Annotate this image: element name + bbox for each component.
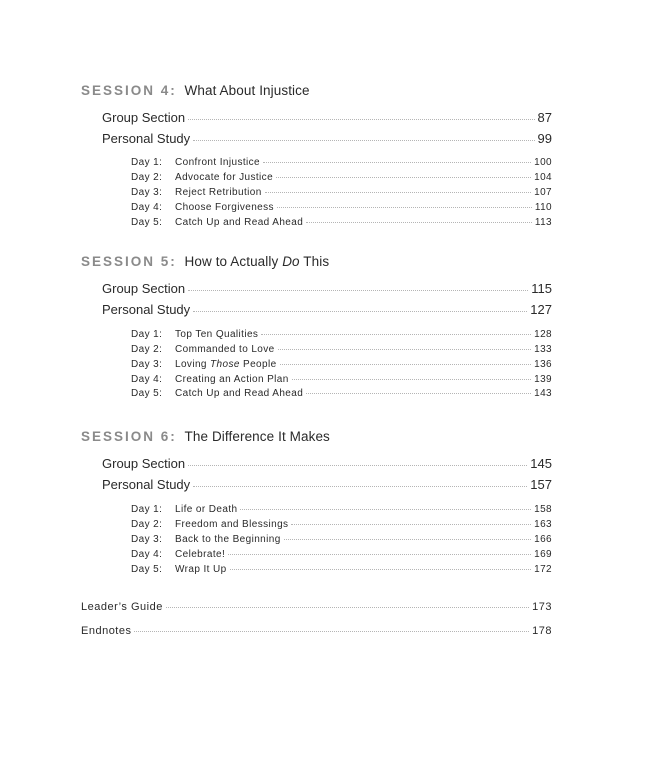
page-number: 157 <box>530 477 552 492</box>
dot-leader <box>261 334 531 335</box>
page-number: 145 <box>530 456 552 471</box>
entry-label: Personal Study <box>102 477 191 492</box>
page-number: 113 <box>534 217 552 228</box>
day-label: Day 1: <box>131 157 163 168</box>
toc-entry-day[interactable] <box>131 373 552 386</box>
toc-entry-day[interactable] <box>131 533 552 546</box>
entry-label: Personal Study <box>102 131 191 146</box>
page-number: 158 <box>534 504 552 515</box>
dot-leader <box>134 631 529 632</box>
day-title-text: People <box>239 359 277 370</box>
toc-entry-day[interactable] <box>131 186 552 199</box>
day-title: Creating an Action Plan <box>175 374 289 385</box>
dot-leader <box>263 162 531 163</box>
day-title: Choose Forgiveness <box>175 202 274 213</box>
day-label: Day 2: <box>131 344 163 355</box>
toc-entry-day[interactable] <box>131 171 552 184</box>
page-number: 173 <box>532 601 552 613</box>
toc-entry-personal-study[interactable] <box>102 302 552 318</box>
session-heading <box>81 82 310 100</box>
page-number: 143 <box>534 388 552 399</box>
page-number: 110 <box>534 202 552 213</box>
day-label: Day 4: <box>131 202 163 213</box>
session-title-emphasis: Do <box>282 254 300 269</box>
toc-entry-day[interactable] <box>131 156 552 169</box>
toc-entry-endnotes[interactable] <box>81 624 552 638</box>
toc-entry-day[interactable] <box>131 548 552 561</box>
session-label: SESSION 5: <box>81 254 177 269</box>
day-label: Day 4: <box>131 549 163 560</box>
session-title-text: How to Actually <box>184 254 283 269</box>
session-title <box>185 83 310 98</box>
session-title-text: This <box>299 254 330 269</box>
session-title-text: What About Injustice <box>184 83 310 98</box>
dot-leader <box>292 379 531 380</box>
page-number: 115 <box>531 281 552 296</box>
day-title: Catch Up and Read Ahead <box>175 217 304 228</box>
dot-leader <box>277 207 532 208</box>
page-number: 128 <box>534 329 552 340</box>
page-number: 136 <box>534 359 552 370</box>
page-number: 139 <box>534 374 552 385</box>
day-title <box>175 358 277 371</box>
page-number: 87 <box>537 110 552 125</box>
dot-leader <box>193 140 534 141</box>
session-heading <box>81 428 330 446</box>
page-number: 166 <box>534 534 552 545</box>
dot-leader <box>278 349 531 350</box>
day-title: Advocate for Justice <box>175 172 274 183</box>
day-title: Freedom and Blessings <box>175 519 289 530</box>
toc-entry-day[interactable] <box>131 358 552 371</box>
dot-leader <box>228 554 531 555</box>
toc-entry-personal-study[interactable] <box>102 131 552 147</box>
dot-leader <box>276 177 531 178</box>
day-label: Day 5: <box>131 388 163 399</box>
page-number: 100 <box>534 157 552 168</box>
dot-leader <box>265 192 531 193</box>
dot-leader <box>240 509 531 510</box>
day-label: Day 1: <box>131 504 163 515</box>
day-title-emphasis: Those <box>210 359 240 370</box>
day-label: Day 3: <box>131 187 163 198</box>
session-title-text: The Difference It Makes <box>184 429 330 444</box>
day-label: Day 1: <box>131 329 163 340</box>
page-number: 127 <box>530 302 552 317</box>
dot-leader <box>280 364 532 365</box>
toc-entry-day[interactable] <box>131 216 552 229</box>
day-title: Top Ten Qualities <box>175 329 259 340</box>
day-title: Confront Injustice <box>175 157 261 168</box>
day-title: Celebrate! <box>175 549 226 560</box>
entry-label: Endnotes <box>81 625 132 637</box>
day-title: Wrap It Up <box>175 564 227 575</box>
day-label: Day 3: <box>131 534 163 545</box>
page-number: 172 <box>534 564 552 575</box>
day-label: Day 2: <box>131 519 163 530</box>
toc-entry-day[interactable] <box>131 518 552 531</box>
toc-entry-leaders-guide[interactable] <box>81 600 552 614</box>
page-number: 163 <box>534 519 552 530</box>
day-title: Reject Retribution <box>175 187 262 198</box>
day-title: Catch Up and Read Ahead <box>175 388 304 399</box>
dot-leader <box>188 465 527 466</box>
page-number: 133 <box>534 344 552 355</box>
toc-entry-day[interactable] <box>131 343 552 356</box>
day-label: Day 4: <box>131 374 163 385</box>
page-number: 99 <box>537 131 552 146</box>
entry-label: Group Section <box>102 110 186 125</box>
dot-leader <box>306 222 532 223</box>
toc-entry-day[interactable] <box>131 201 552 214</box>
toc-entry-day[interactable] <box>131 387 552 400</box>
toc-entry-group-section[interactable] <box>102 456 552 472</box>
toc-entry-day[interactable] <box>131 503 552 516</box>
dot-leader <box>188 119 534 120</box>
dot-leader <box>193 311 527 312</box>
toc-entry-day[interactable] <box>131 328 552 341</box>
dot-leader <box>284 539 531 540</box>
day-title-text: Loving <box>175 359 211 370</box>
entry-label: Leader’s Guide <box>81 601 163 613</box>
session-heading <box>81 253 329 271</box>
session-label: SESSION 6: <box>81 429 177 444</box>
day-label: Day 5: <box>131 217 163 228</box>
dot-leader <box>166 607 529 608</box>
page-number: 107 <box>534 187 552 198</box>
session-label: SESSION 4: <box>81 83 177 98</box>
toc-entry-personal-study[interactable] <box>102 477 552 493</box>
toc-entry-group-section[interactable] <box>102 110 552 126</box>
session-title <box>185 254 330 269</box>
day-label: Day 5: <box>131 564 163 575</box>
entry-label: Group Section <box>102 456 186 471</box>
page-number: 178 <box>532 625 552 637</box>
day-label: Day 3: <box>131 359 163 370</box>
dot-leader <box>230 569 532 570</box>
page-number: 169 <box>534 549 552 560</box>
day-title: Back to the Beginning <box>175 534 281 545</box>
toc-entry-day[interactable] <box>131 563 552 576</box>
day-title: Life or Death <box>175 504 238 515</box>
entry-label: Group Section <box>102 281 186 296</box>
page-number: 104 <box>534 172 552 183</box>
dot-leader <box>306 393 531 394</box>
day-title: Commanded to Love <box>175 344 275 355</box>
session-title <box>185 429 330 444</box>
dot-leader <box>193 486 527 487</box>
entry-label: Personal Study <box>102 302 191 317</box>
dot-leader <box>188 290 528 291</box>
day-label: Day 2: <box>131 172 163 183</box>
toc-entry-group-section[interactable] <box>102 281 552 297</box>
dot-leader <box>291 524 531 525</box>
